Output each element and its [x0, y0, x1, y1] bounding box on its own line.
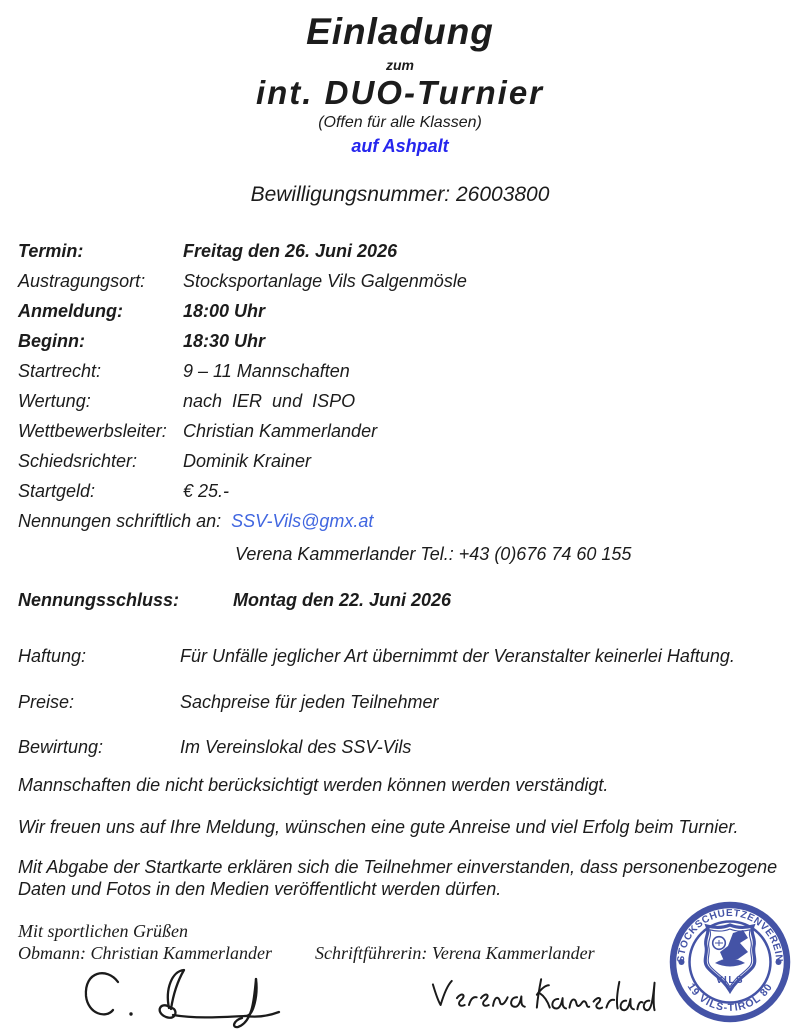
paragraph-notification: Mannschaften die nicht berücksichtigt werden können werden verständigt.	[18, 774, 609, 795]
detail-row-wertung	[18, 386, 782, 416]
detail-label: Schiedsrichter:	[18, 450, 138, 471]
main-title: Einladung	[306, 11, 494, 52]
info-row-bewirtung	[18, 736, 782, 758]
info-label: Preise:	[18, 691, 75, 712]
title-connector: zum	[386, 56, 414, 73]
info-value: Sachpreise für jeden Teilnehmer	[180, 691, 439, 712]
detail-value: 18:30 Uhr	[183, 330, 266, 351]
detail-label: Termin:	[18, 240, 84, 261]
detail-row-termin	[18, 236, 782, 266]
detail-value: € 25.-	[183, 480, 230, 501]
info-label: Bewirtung:	[18, 736, 104, 757]
detail-value: Christian Kammerlander	[183, 420, 378, 441]
detail-label: Anmeldung:	[18, 300, 123, 321]
info-value: Im Vereinslokal des SSV-Vils	[180, 736, 412, 757]
stamp-shield-text: VILS	[715, 975, 745, 986]
detail-row-schiedsrichter	[18, 446, 782, 476]
tournament-title: int. DUO-Turnier	[255, 73, 545, 111]
detail-label: Wertung:	[18, 390, 91, 411]
club-stamp-logo	[666, 901, 794, 1023]
detail-value: nach IER und ISPO	[183, 390, 356, 411]
detail-value: 9 – 11 Mannschaften	[183, 360, 350, 381]
deadline-value: Montag den 22. Juni 2026	[233, 589, 452, 610]
detail-value: Dominik Krainer	[183, 450, 312, 471]
detail-label: Austragungsort:	[18, 270, 146, 291]
detail-row-startrecht	[18, 356, 782, 386]
info-value: Für Unfälle jeglicher Art übernimmt der Veranstalter keinerlei Haftung.	[180, 645, 735, 666]
signature-verena-kammerlander	[426, 974, 658, 1024]
detail-value: Freitag den 26. Juni 2026	[183, 240, 398, 261]
deadline-row	[18, 585, 782, 615]
paragraph-welcome: Wir freuen uns auf Ihre Meldung, wünschen eine gute Anreise und viel Erfolg beim Turnier.	[18, 816, 739, 837]
detail-value: 18:00 Uhr	[183, 300, 266, 321]
deadline-label: Nennungsschluss:	[18, 589, 180, 610]
detail-label: Wettbewerbsleiter:	[18, 420, 167, 441]
permit-number-line: Bewilligungsnummer: 26003800	[250, 182, 550, 206]
detail-label: Startrecht:	[18, 360, 102, 381]
signature-christian-kammerlander	[73, 964, 308, 1032]
detail-label: Beginn:	[18, 330, 85, 351]
info-row-preise	[18, 691, 782, 713]
info-label: Haftung:	[18, 645, 87, 666]
obmann-name: Obmann: Christian Kammerlander	[18, 942, 273, 963]
detail-row-wettbewerbsleiter	[18, 416, 782, 446]
entries-line	[18, 506, 782, 536]
detail-row-anmeldung	[18, 296, 782, 326]
detail-row-austragungsort	[18, 266, 782, 296]
stamp-bottom-text: 19 VILS-TIROL 80	[684, 981, 776, 1015]
entries-label: Nennungen schriftlich an:	[18, 510, 222, 531]
detail-label: Startgeld:	[18, 480, 96, 501]
greeting-line: Mit sportlichen Grüßen	[18, 920, 188, 941]
classes-note: (Offen für alle Klassen)	[318, 113, 482, 131]
detail-row-startgeld	[18, 476, 782, 506]
stamp-top-text: STOCKSCHUETZENVEREIN	[675, 907, 785, 963]
entries-phone: Verena Kammerlander Tel.: +43 (0)676 74 60 155	[235, 543, 632, 564]
document-header	[0, 0, 800, 157]
secretary-name: Schriftführerin: Verena Kammerlander	[315, 942, 595, 963]
details-section	[0, 236, 800, 758]
info-row-haftung	[18, 645, 782, 667]
detail-value: Stocksportanlage Vils Galgenmösle	[183, 270, 467, 291]
paragraph-privacy: Mit Abgabe der Startkarte erklären sich die Teilnehmer einverstanden, dass personenbezogene Daten und Fotos in den Medien veröffentlicht werden dürfen.	[18, 856, 778, 899]
entries-email-link[interactable]: SSV-Vils@gmx.at	[231, 510, 374, 531]
detail-row-beginn	[18, 326, 782, 356]
surface-note: auf Ashpalt	[351, 135, 449, 156]
